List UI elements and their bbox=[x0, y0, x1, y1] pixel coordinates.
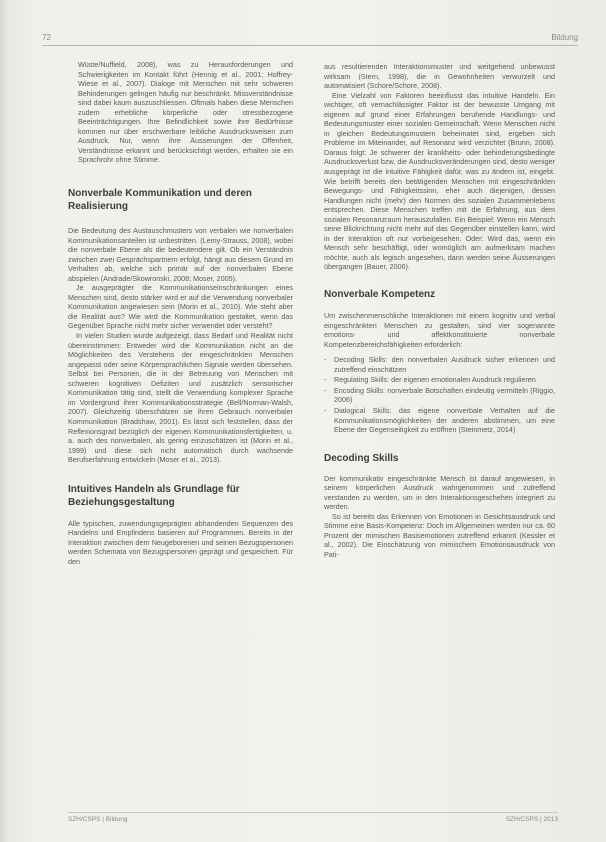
footer-left: SZH/CSPS | Bildung bbox=[68, 816, 128, 823]
list-item: - Decoding Skills: den nonverbalen Ausdruck sicher erkennen und zutreffend einschätzen bbox=[324, 355, 555, 374]
intro-paragraph: Wüste/Nuffield, 2008), was zu Herausforderungen und Schwierigkeiten im Kontakt führt (Hennig et al., 2001; Hoffrey-Wiese et al., 2007). Dialoge mit Menschen mit sehr schweren Behinderungen gelingen häufig nur beschränkt. Missverständnisse sind dabei kaum auszuschliessen. Oftmals haben diese Menschen zudem erhebliche körperliche oder stressbezogene Beeinträchtigungen. Ihre Befindlichkeit sowie ihre Bedürfnisse kommen nur über erschwerbare leibliche Ausdrucksweisen zum Ausdruck. Nur, wenn ihre Äusserungen der Offenheit, Verständnisse erkannt und berücksichtigt werden, erhalten sie ein Sprachrohr ohne Stimme. bbox=[78, 60, 293, 165]
heading-decoding-skills: Decoding Skills bbox=[324, 452, 399, 464]
heading-nonverbale-kompetenz: Nonverbale Kompetenz bbox=[324, 289, 436, 301]
paragraph: So ist bereits das Erkennen von Emotionen in Gesichtsausdruck und Stimme eine Basis-Kompetenz: Doch im Allgemeinen werden nur ca. 60 Prozent der mimischen Basisemotionen zutreffend erkannt (Kessler et al., 2002). Die Einschätzung von mimischem Emotionsausdruck von Pati- bbox=[324, 511, 555, 559]
list-item: - Regulating Skills: der eigenen emotionalen Ausdruck regulieren bbox=[324, 375, 555, 385]
paragraph: Alle typischen, zuwendungsgeprägten abhandenden Sequenzen des Handelns und Empfindens basieren auf Programmen. Bereits in der Interaktion zwischen dem Neugeborenen und seinen Bezugspersonen werden Schemata von Bezugspersonen geprägt und gespeichert. Für den bbox=[68, 518, 293, 566]
list-item: - Dialogical Skills: das eigene nonverbale Verhalten auf die Kommunikationsmöglichkeiten der anderen abstimmen, um eine Ebene der Gegenseitigkeit zu eröffnen (Steinmetz, 2014) bbox=[324, 406, 555, 435]
list-item: - Encoding Skills: nonverbale Botschaften eindeutig vermitteln (Riggio, 2006) bbox=[324, 386, 555, 405]
right-column bbox=[324, 62, 555, 560]
section-label: Bildung bbox=[551, 33, 578, 42]
footer-rule bbox=[68, 812, 558, 813]
paragraph: Je ausgeprägter die Kommunikationseinschränkungen eines Menschen sind, desto stärker wird er auf die Verwendung nonverbaler Kommunikation angewiesen sein (Morin et al., 2010). Wie steht aber die Realität aus? Wie wird die Kommunikation gestaltet, wenn das Gegenüber Sprache nicht mehr sicher verwendet oder versteht? bbox=[68, 283, 293, 331]
paragraph: Eine Vielzahl von Faktoren beeinflusst das intuitive Handeln. Ein wichtiger, oft vernachlässigter Faktor ist der bewusste Umgang mit eigenen auf grund einer Erfahrungen beruhende Handlungs- und Bedeutungsmuster einer sozialen Gemeinschaft. Wenn Menschen nicht in gleichen Bedeutungsmustern beheimatet sind, ergeben sich Probleme im Miteinander, auf Resonanz wird verzichtet (Brunn, 2008). Daraus folgt: Je schwerer der krankheits- oder behinderungsbedingte Ausdrucksverlust bzw. die Ausdrucksveränderungen sind, desto weniger ausgeprägt ist die intuitive Fähigkeit dafür, was zu ändern ist, eingebt. Wie betrifft bereits den betätigenden Menschen mit eingeschränkten Bewegungs- und Fähigkeitssinn, eher auch diejenigen, dessen Handlungen nicht (mehr) den Normen des sozialen Zusammenlebens entsprechen. Diese Menschen treffen mit die Erfahrung, aus dem sozialen Resonanzraum herauszufallen. Ein Beispiel: Wenn ein Mensch seine Blickrichtung nicht mehr auf das Gegenüber einstellen kann, wird in der Interaktion oft nur vorbeigesehen. Oder: Wird das, wenn ein Mensch sehr beschäftigt, oder womöglich am aufmerksam machen möchte, auch als legisch angesehen, dann werden seine Äusserungen übergangen (Bauer, 2006). bbox=[324, 90, 555, 272]
left-column bbox=[68, 60, 293, 566]
footer-right: SZH/CSPS | 2013 bbox=[505, 816, 558, 823]
paragraph: aus resultierenden Interaktionsmuster und weitgehend unbewusst wirksam (Stern, 1998), die in Gewohnheiten verwurzelt und automatisiert (Schore/Schore, 2008). bbox=[324, 62, 555, 91]
page-number: 72 bbox=[42, 33, 51, 42]
paragraph: Um zwischenmenschliche Interaktionen mit einem kognitiv und verbal eingeschränkten Menschen zu gestalten, sind vier sogenannte emotions- und affektkonstituierte nonverbale Kompetenzbereichsfähigkeiten erforderlich: bbox=[324, 311, 555, 349]
header-rule bbox=[42, 45, 578, 46]
skills-list bbox=[324, 355, 555, 434]
heading-intuitives-handeln: Intuitives Handeln als Grundlage für Beziehungsgestaltung bbox=[68, 483, 240, 508]
page-binding-shadow bbox=[0, 0, 10, 842]
paragraph: Der kommunikativ eingeschränkte Mensch ist darauf angewiesen, in seinem körperlichen Ausdruck wahrgenommen und zutreffend verstanden zu werden, um in den Interaktionsgeschehen integriert zu werden. bbox=[324, 473, 555, 512]
paragraph: In vielen Studien wurde aufgezeigt, dass Bedarf und Realität nicht übereinstimmen: Entweder wird die Kommunikation nicht an die Möglichkeiten des Verstehens der eingeschränkten Menschen angepasst oder seine Körpersprachlichen Signale werden übersehen. Selbst bei Personen, die in der Betreuung von Menschen mit schweren kognitiven Defiziten und zusätzlich sensorischer Kommunikation tätig sind, stellt die Verwendung komplexer Sprache im Vordergrund ihrer Kommunikationsstrategie (Bell/Norman-Walsh, 2007). Gleichzeitig überschätzen sie ihren Gebrauch nonverbaler Kommunikation (Bradshaw, 2001). Es lässt sich feststellen, dass der Reflexionsgrad bezüglich der eigenen Kommunikationsfertigkeiten, u. a. auch des nonverbalen, als gering einzuschätzen ist (Morin et al., 1999) und diese sich nicht automatisch durch wachsende Berufserfahrung entwickeln (Moser et al., 2013). bbox=[68, 331, 293, 465]
paragraph: Die Bedeutung des Austauschmusters von verbalen wie nonverbalen Kommunikationsanteilen ist unbestritten. (Lemy-Strauss, 2008), wobei die nonverbale Ebene als die bedeutendere gilt. Ob ein Verständnis zwischen zwei Gesprächspartnern erfolgt, hängt aus diesem Grund im Verhalten ab, welche sich primär auf der nonverbalen Ebene abspielen (Andrade/Skowronski, 2008; Moser, 2005). bbox=[68, 226, 293, 283]
heading-nonverbale-kommunikation: Nonverbale Kommunikation und deren Realisierung bbox=[68, 188, 252, 213]
